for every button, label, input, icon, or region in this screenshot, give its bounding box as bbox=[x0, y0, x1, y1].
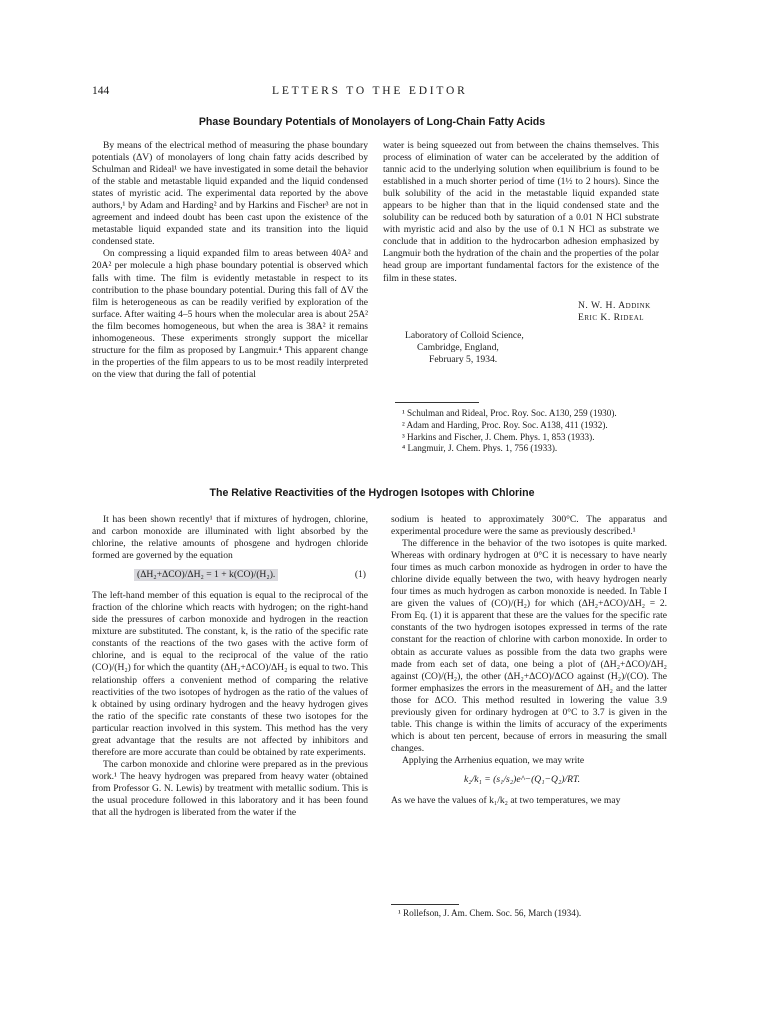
equation-body: k₂/k₁ = (s₁/s₂)e^−(Q₁−Q₂)/RT. bbox=[464, 773, 581, 785]
article-2-title: The Relative Reactivities of the Hydrogen Isotopes with Chlorine bbox=[209, 487, 535, 499]
affiliation-line: Cambridge, England, bbox=[417, 342, 499, 353]
paragraph: It has been shown recently¹ that if mixtures of hydrogen, chlorine, and carbon monoxide are illuminated with light absorbed by the chlorine, the relative amounts of phosgene and hydrogen chloride formed are governed by the equation bbox=[92, 514, 368, 562]
equation-2 bbox=[391, 773, 667, 789]
paragraph: The carbon monoxide and chlorine were prepared as in the previous work.¹ The heavy hydrogen was prepared from heavy water (obtained from Professor G. N. Lewis) by treatment with metallic sodium. This is the usual procedure followed in this laboratory and it has been found that all the hydrogen is liberated from the water if the bbox=[92, 758, 368, 819]
footnote: ³ Harkins and Fischer, J. Chem. Phys. 1, 853 (1933). bbox=[402, 431, 595, 442]
running-head: LETTERS TO THE EDITOR bbox=[272, 85, 468, 97]
paragraph: water is being squeezed out from between the chains themselves. This process of elimination of water can be accelerated by the addition of tannic acid to the underlying solution when equilibrium is found to be established in a much shorter period of time (1½ to 2 hours). Since the bulk solubility of the acid in the metastable liquid expanded state appears to be higher than that in the liquid condensed state and the solubility can be reduced both by saturation of a 0.01 N HCl substrate with myristic acid and also by the use of 0.1 N HCl as substrate we conclude that in addition to the hydrocarbon adhesion emphasized by Langmuir both the hydration of the chain and the properties of the polar head group are important fundamental factors for the existence of the film in these states. bbox=[383, 140, 659, 284]
equation-1 bbox=[92, 568, 368, 584]
article-2-left-column bbox=[92, 514, 368, 819]
author-name: Eric K. Rideal bbox=[578, 312, 645, 323]
article-1-right-column bbox=[383, 140, 659, 285]
affiliation-line: Laboratory of Colloid Science, bbox=[405, 330, 524, 341]
affiliation-block bbox=[405, 330, 524, 366]
footnote: ¹ Schulman and Rideal, Proc. Roy. Soc. A130, 259 (1930). bbox=[402, 408, 617, 418]
article-1-title: Phase Boundary Potentials of Monolayers of Long-Chain Fatty Acids bbox=[198, 116, 546, 128]
paragraph: The difference in the behavior of the two isotopes is quite marked. Whereas with ordinary hydrogen at 0°C it is necessary to have nearly four times as much carbon monoxide as hydrogen in order to have the chlorine divide equally between the two, with heavy hydrogen nearly four times as much hydrogen as carbon monoxide is needed. In Table I are given the values of (CO)/(H₂) for which (ΔH₂+ΔCO)/ΔH₂ = 2. From Eq. (1) it is apparent that these are the values for the specific rate constants of the two hydrogen isotopes expressed in terms of the rate constant for the reaction of chlorine with carbon monoxide. In order to obtain as accurate values as possible from the data two graphs were made from each set of data, one being a plot of (ΔH₂+ΔCO)/ΔH₂ against (CO)/(H₂), the other (ΔH₂+ΔCO)/ΔCO against (H₂)/(CO). The former emphasizes the errors in the measurement of ΔH₂ and the latter those for ΔCO. This method resulted in lowering the value 3.9 previously given for ordinary hydrogen at 0°C to 3.7 is given in the table. This change is within the limits of accuracy of the experiments which is about ten percent, because of errors in measuring the small changes. bbox=[391, 538, 667, 754]
paragraph: As we have the values of k₁/k₂ at two temperatures, we may bbox=[391, 794, 621, 806]
page-number: 144 bbox=[92, 85, 110, 97]
paragraph: sodium is heated to approximately 300°C. The apparatus and experimental procedure were the same as previously described.¹ bbox=[391, 514, 667, 538]
paragraph: By means of the electrical method of measuring the phase boundary potentials (ΔV) of monolayers of long chain fatty acids described by Schulman and Rideal¹ we have investigated in some detail the behavior of the stable and metastable liquid expanded and the liquid condensed states of myristic acid. The experimental data reported by the above authors,¹ by Adam and Harding² and by Harkins and Fischer³ are not in agreement and indeed doubt has been cast upon the existence of the metastable liquid expanded state and its transition into the liquid condensed state. bbox=[92, 140, 368, 248]
page-header bbox=[92, 85, 652, 101]
footnote-divider bbox=[395, 402, 479, 403]
paragraph: Applying the Arrhenius equation, we may write bbox=[402, 754, 585, 766]
equation-number: (1) bbox=[354, 569, 366, 581]
article-1-left-column bbox=[92, 140, 368, 381]
article-1-footnotes bbox=[402, 408, 617, 455]
author-name: N. W. H. Addink bbox=[578, 300, 651, 311]
paragraph: On compressing a liquid expanded film to areas between 40A² and 20A² per molecule a high phase boundary potential is observed which falls with time. The film is evidently metastable in respect to its contribution to the phase boundary potential. During this fall of ΔV the film is heterogeneous as can be readily verified by exploration of the surface. After waiting 4–5 hours when the molecular area is about 25A² the film becomes homogeneous, but when the area is 38A² it remains inhomogeneous. These experiments strongly support the micellar structure for the film as proposed by Langmuir.⁴ This apparent change in the properties of the film appears to us to be most readily interpreted on the view that during the fall of potential bbox=[92, 248, 368, 380]
equation-body: (ΔH₂+ΔCO)/ΔH₂ = 1 + k(CO)/(H₂). bbox=[134, 569, 278, 581]
footnote: ² Adam and Harding, Proc. Roy. Soc. A138, 411 (1932). bbox=[402, 419, 608, 430]
footnote: ¹ Rollefson, J. Am. Chem. Soc. 56, March (1934). bbox=[398, 908, 582, 918]
footnote: ⁴ Langmuir, J. Chem. Phys. 1, 756 (1933). bbox=[402, 443, 558, 454]
article-2-footnotes bbox=[398, 908, 581, 920]
paragraph: The left-hand member of this equation is equal to the reciprocal of the fraction of the chlorine which reacts with hydrogen; on the right-hand side the pressures of carbon monoxide and hydrogen in the reaction mixture are substituted. The constant, k, is the ratio of the specific rate constants of the reactions of the two gases with the active form of chlorine, and is equal to the reciprocal of the value of the ratio (CO)/(H₂) for which the quantity (ΔH₂+ΔCO)/ΔH₂ is equal to two. This relationship offers a convenient method of comparing the relative reactivities of the two isotopes of hydrogen as the ratio of the values of k obtained by using ordinary hydrogen and the heavy hydrogen gives the ratio of the specific rate constants of these two isotopes for the particular reaction involved in this system. This method has the very great advantage that the results are not affected by inhibitors and therefore are more accurate than could be obtained by rate experiments. bbox=[92, 590, 368, 758]
footnote-divider bbox=[391, 904, 459, 905]
author-block bbox=[578, 300, 651, 324]
affiliation-line: February 5, 1934. bbox=[429, 354, 498, 365]
article-2-right-column bbox=[391, 514, 667, 807]
